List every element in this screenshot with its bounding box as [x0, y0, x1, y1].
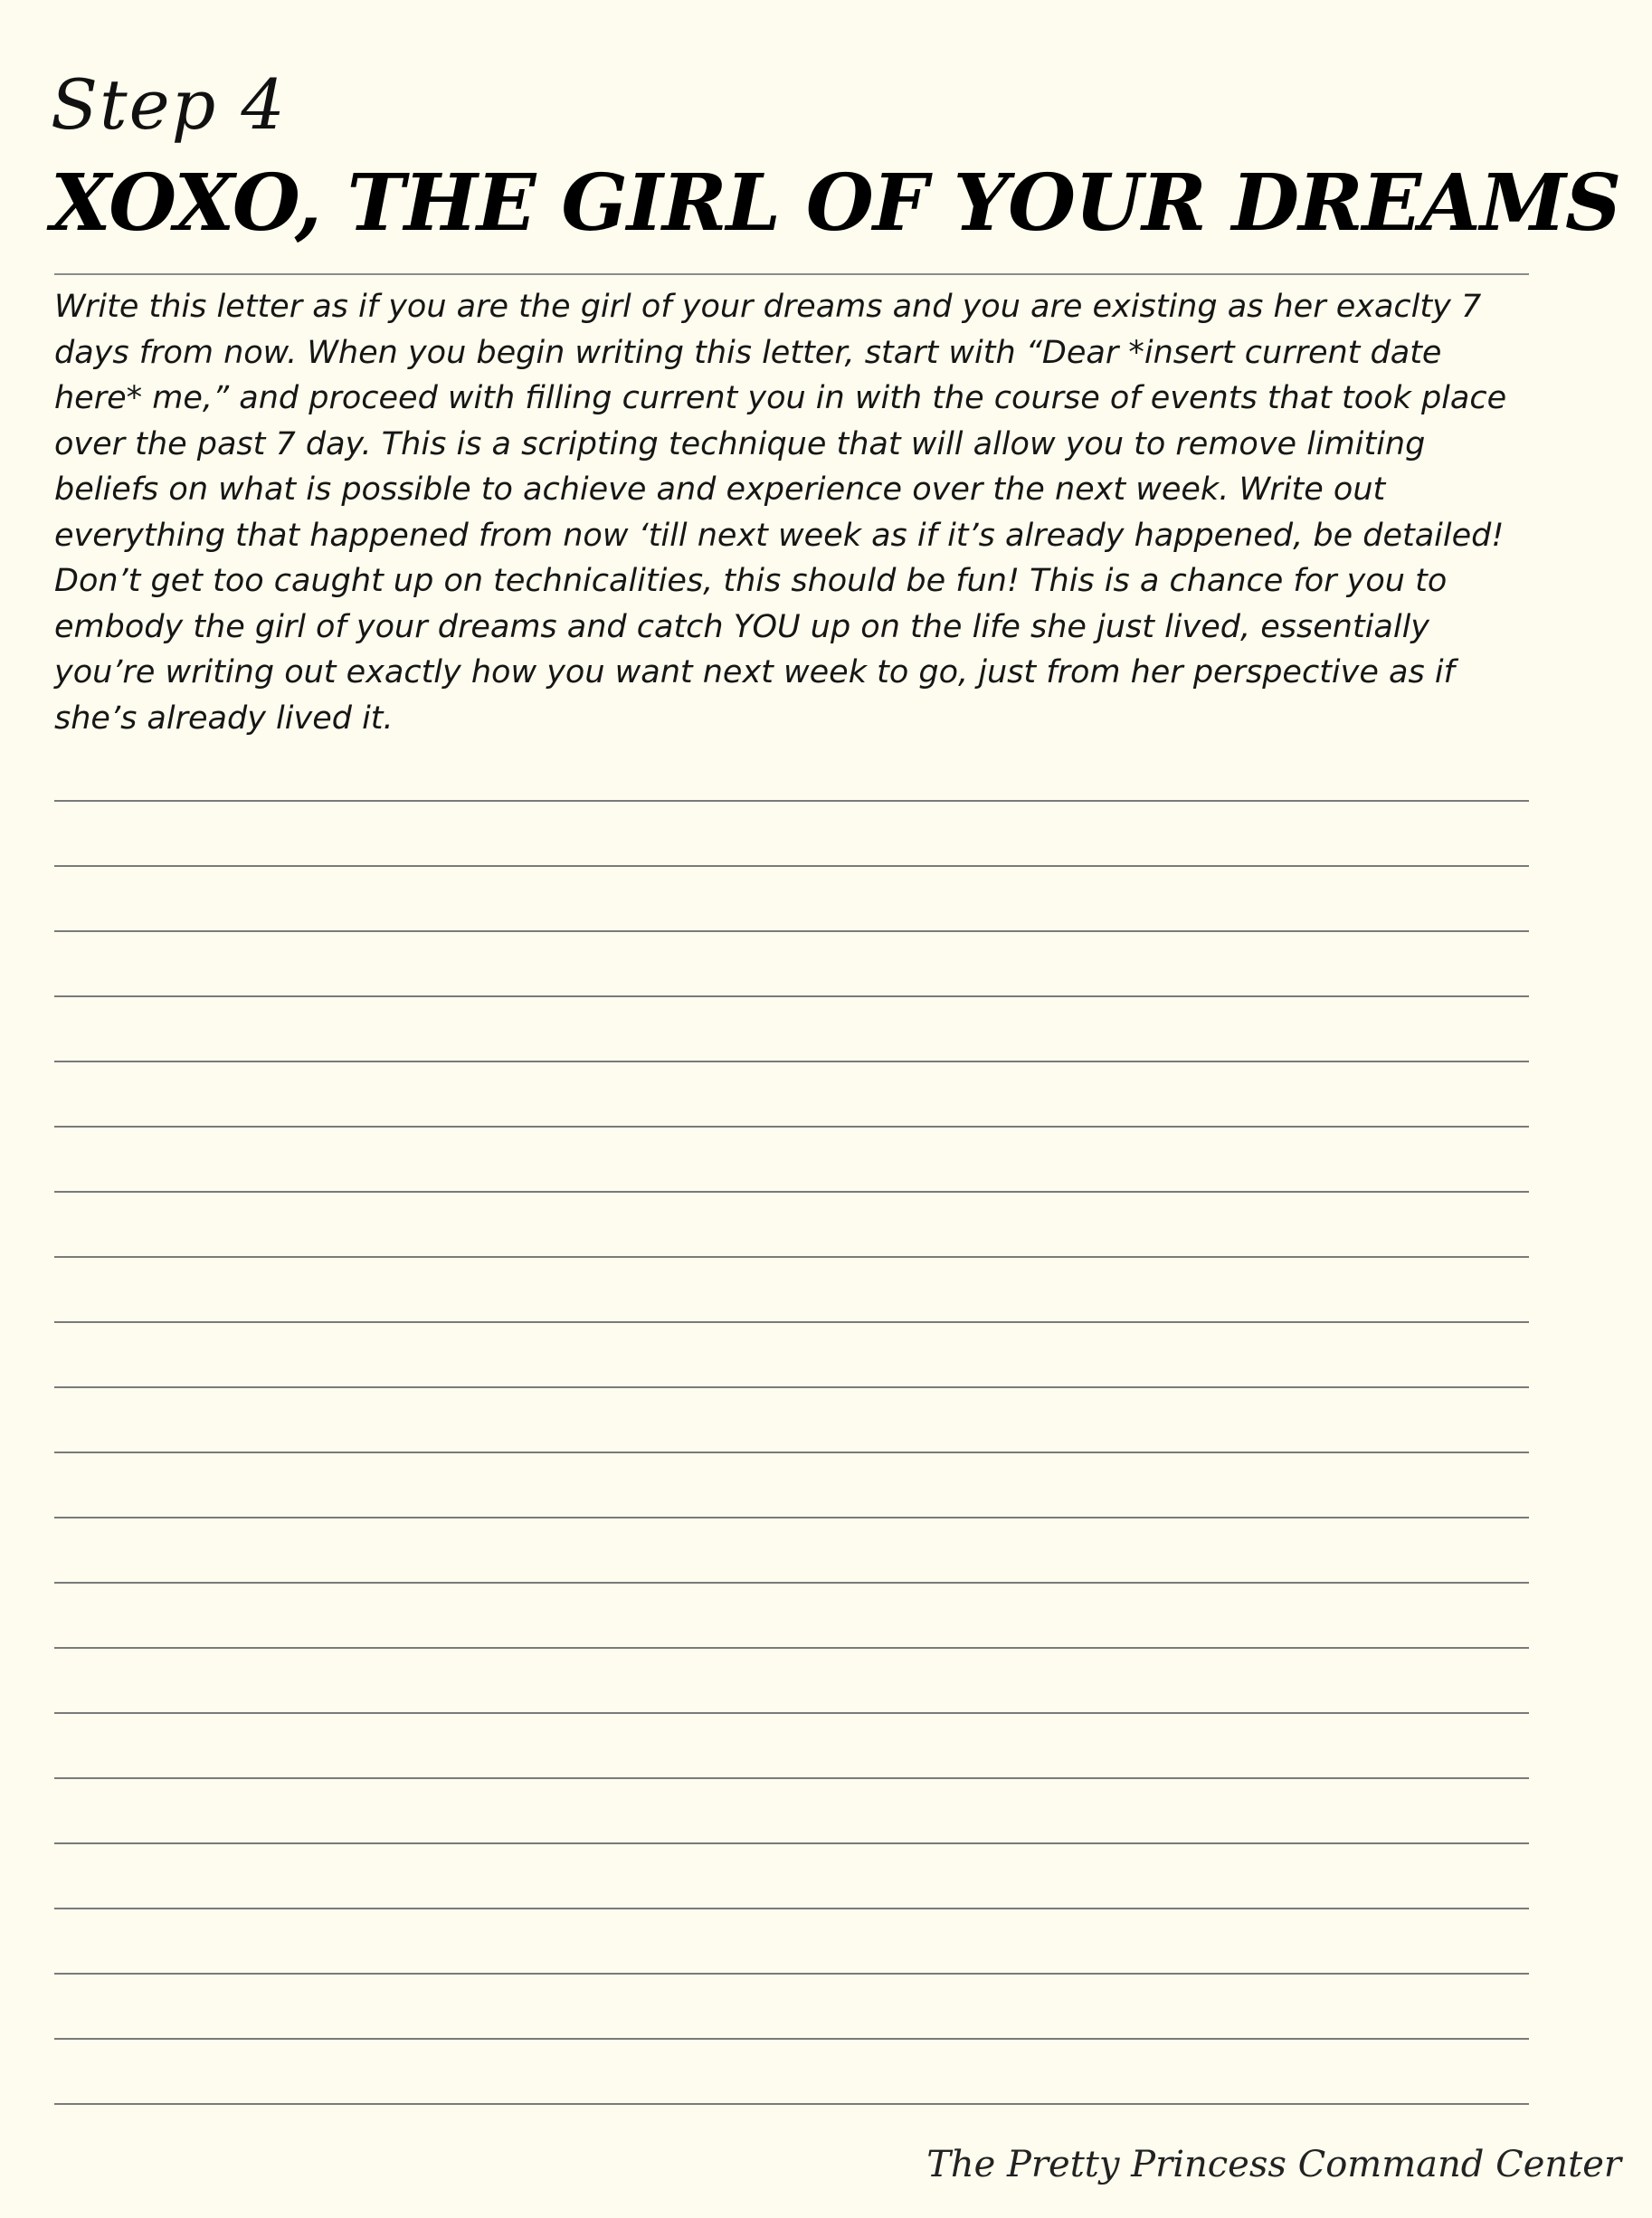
writing-line	[54, 865, 1529, 867]
writing-line	[54, 1191, 1529, 1193]
writing-line	[54, 1452, 1529, 1453]
writing-line	[54, 1647, 1529, 1649]
writing-line	[54, 1517, 1529, 1518]
writing-line	[54, 1973, 1529, 1975]
writing-line	[54, 1908, 1529, 1909]
writing-line	[54, 1712, 1529, 1714]
instructions-text: Write this letter as if you are the girl of your dreams and you are existing as her exaclty 7 days from now. When you begin writing this letter, start with “Dear *insert current date here* me,” and proceed with filling current you in with the course of events that took place over the past 7 day. This is a scripting technique that will allow you to remove limiting beliefs on what is possible to achieve and experience over the next week. Write out everything that happened from now ‘till next week as if it’s already happened, be detailed! Don’t get too caught up on technicalities, this should be fun! This is a chance for you to embody the girl of your dreams and catch YOU up on the life she just lived, essentially you’re writing out exactly how you want next week to go, just from her perspective as if she’s already lived it.	[54, 289, 1507, 737]
writing-area	[54, 0, 1529, 2218]
writing-line	[54, 1061, 1529, 1062]
writing-line	[54, 2038, 1529, 2040]
writing-line	[54, 1386, 1529, 1388]
writing-line	[54, 1582, 1529, 1584]
writing-line	[54, 1842, 1529, 1844]
page-title: XOXO, THE GIRL OF YOUR DREAMS	[51, 157, 1621, 249]
writing-line	[54, 1126, 1529, 1128]
writing-line	[54, 1777, 1529, 1779]
writing-line	[54, 995, 1529, 997]
footer-brand: The Pretty Princess Command Center	[926, 2144, 1621, 2185]
step-label: Step 4	[51, 64, 287, 145]
writing-line	[54, 1321, 1529, 1323]
writing-line	[54, 2103, 1529, 2105]
writing-line	[54, 800, 1529, 802]
writing-line	[54, 1256, 1529, 1258]
writing-line	[54, 930, 1529, 932]
